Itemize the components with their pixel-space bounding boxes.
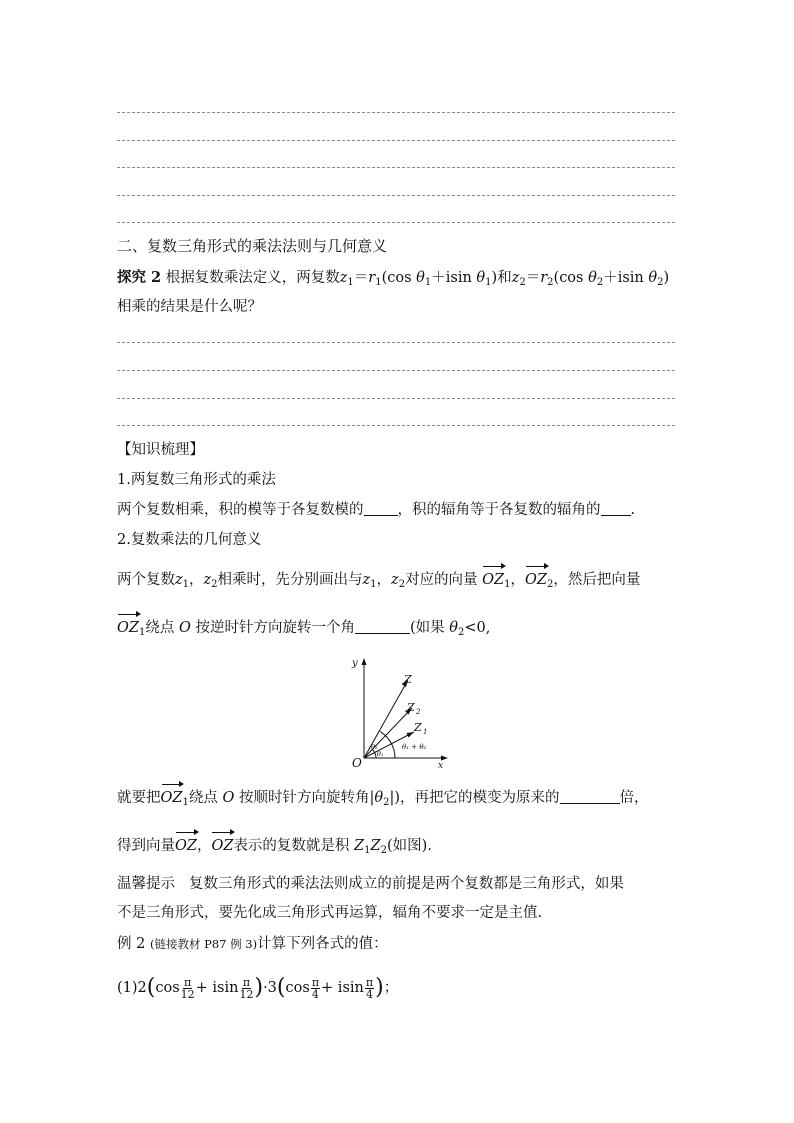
knowledge-title — [117, 440, 204, 460]
after-figure-text-e: 倍， — [619, 790, 649, 806]
explore-label: 探究 2 — [117, 269, 162, 286]
section-heading — [117, 236, 387, 256]
after-figure-result-a: 得到向量 — [117, 838, 175, 854]
answer-line — [117, 112, 675, 113]
knowledge-item1-text-a: 两个复数相乘，积的模等于各复数模的 — [117, 502, 364, 518]
knowledge-item2-line2-b: 按逆时针方向旋转一个角 — [195, 620, 355, 636]
example-2-item1: (1)2(cos $\frac{\pi}{12}$ + isin $\frac{\pi}{12}$ )·3(cos $\frac{\pi}{4}$ + isin $\frac{\pi}{4}$ )； — [117, 975, 399, 1001]
answer-line — [117, 140, 675, 141]
item1-end: ； — [383, 980, 399, 996]
warm-tip-line2 — [117, 903, 542, 923]
z1-arrow-icon — [407, 732, 415, 738]
answer-line — [117, 167, 675, 168]
z-label: Z — [404, 673, 412, 686]
after-figure-text-a: 就要把 — [117, 790, 161, 806]
cos-text: cos — [155, 980, 180, 996]
after-figure-result-b: 表示的复数就是积 — [233, 838, 350, 854]
vector-rotation-figure — [340, 654, 450, 770]
fraction-pi-12: $\frac{\pi}{12}$ — [180, 975, 195, 1001]
knowledge-item2-text-c: 对应的向量 — [405, 572, 478, 588]
answer-line — [117, 195, 675, 196]
answer-line — [117, 222, 675, 223]
explore-2: 探究 2 根据复数乘法定义，两复数$z_1=r_1(\cos$ $\theta_1+isin$ $\theta_1$)和$z_2=r_2(\cos$ $\theta_2+isin$ $\theta_2$) — [117, 269, 670, 288]
x-axis-label: x — [438, 761, 444, 770]
explore-2-line2 — [117, 297, 262, 317]
answer-line — [117, 425, 675, 426]
knowledge-item1-text-b: ，积的辐角等于各复数的辐角的 — [397, 502, 601, 518]
knowledge-item1-title — [117, 470, 276, 490]
y-axis-label: y — [352, 658, 358, 669]
after-figure-line1: 就要把$OZ_1$绕点 O 按顺时针方向旋转角$|\theta_2|$)，再把它的模变为原来的 倍， — [117, 790, 649, 808]
after-figure-text-c: 按顺时针方向旋转角| — [238, 790, 375, 806]
theta2-label: θ₂ — [371, 743, 378, 751]
z2-subscript: 2 — [416, 708, 421, 716]
knowledge-item2-line2-a: 绕点 — [145, 620, 175, 636]
knowledge-item2-title-text: 2.复数乘法的几何意义 — [117, 532, 262, 548]
fraction-pi-4: $\frac{\pi}{4}$ — [311, 975, 320, 1001]
knowledge-item1-title-text: 1.两复数三角形式的乘法 — [117, 472, 276, 488]
explore-text-question: 相乘的结果是什么呢？ — [117, 299, 262, 315]
knowledge-item1-end: . — [630, 502, 636, 518]
fill-blank[interactable] — [355, 619, 410, 634]
answer-line — [117, 370, 675, 371]
warm-tip-text-2: 不是三角形式，要先化成三角形式再运算，辐角不要求一定是主值. — [117, 905, 543, 921]
z1-label: Z — [414, 721, 422, 734]
knowledge-title-text: 【知识梳理】 — [117, 442, 204, 458]
explore-text: 根据复数乘法定义，两复数 — [165, 270, 340, 286]
knowledge-item2-text-a: 两个复数 — [117, 572, 175, 588]
knowledge-item2-line2-c: (如果 — [409, 620, 445, 636]
fraction-pi-12: $\frac{\pi}{12}$ — [239, 975, 254, 1001]
knowledge-item2-line2-d: <0, — [464, 620, 491, 636]
knowledge-item2-text-b: 相乘时，先分别画出与 — [217, 572, 363, 588]
fraction-pi-4: $\frac{\pi}{4}$ — [365, 975, 374, 1001]
theta1-arc — [375, 753, 376, 759]
section-heading-text: 二、复数三角形式的乘法法则与几何意义 — [117, 237, 388, 255]
knowledge-item2-text-d: ，然后把向量 — [553, 572, 641, 588]
y-arrow-icon — [362, 658, 367, 665]
answer-line — [117, 342, 675, 343]
after-figure-text-d: |)，再把它的模变为原来的 — [389, 790, 560, 806]
knowledge-item2-line1: 两个复数$z_1$，$z_2$相乘时，先分别画出与$z_1$，$z_2$对应的向量 $OZ_1$，$OZ_2$，然后把向量 — [117, 572, 641, 590]
explore-text-and: 和 — [497, 270, 512, 286]
after-figure-result-c: (如图). — [386, 838, 432, 854]
sum-angle-label: θ₁ + θ₂ — [402, 743, 427, 751]
after-figure-text-b: 绕点 — [188, 790, 218, 806]
times-3: ·3 — [263, 980, 277, 996]
origin-label: O — [352, 756, 362, 770]
example-2-title — [117, 934, 388, 954]
knowledge-item2-line2: $OZ_1$绕点 O 按逆时针方向旋转一个角 (如果 $\theta_2<0$, — [117, 620, 491, 638]
isin-text: + isin — [321, 980, 364, 996]
example-instruction: 计算下列各式的值： — [257, 936, 388, 952]
knowledge-item2-title — [117, 530, 261, 550]
isin-text: + isin — [195, 980, 239, 996]
example-textbook-link: (链接教材 P87 例 3) — [149, 937, 258, 951]
fill-blank[interactable] — [364, 501, 398, 516]
after-figure-line2: 得到向量OZ，OZ表示的复数就是积 $Z_1Z_2$(如图). — [117, 838, 432, 856]
warm-tip-line1 — [117, 874, 624, 894]
x-arrow-icon — [441, 756, 448, 761]
fill-blank[interactable] — [560, 789, 620, 804]
fill-blank[interactable] — [601, 501, 631, 516]
theta1-label: θ₁ — [377, 750, 384, 758]
answer-line — [117, 398, 675, 399]
knowledge-item1-text — [117, 500, 635, 520]
z1-subscript: 1 — [423, 728, 428, 736]
item1-label: (1)2 — [117, 980, 147, 996]
warm-tip-label: 温馨提示 — [117, 876, 175, 892]
warm-tip-text-1: 复数三角形式的乘法法则成立的前提是两个复数都是三角形式，如果 — [188, 876, 624, 892]
cos-text: cos — [285, 980, 310, 996]
z2-label: Z — [407, 701, 415, 714]
example-label: 例 2 — [117, 936, 146, 952]
